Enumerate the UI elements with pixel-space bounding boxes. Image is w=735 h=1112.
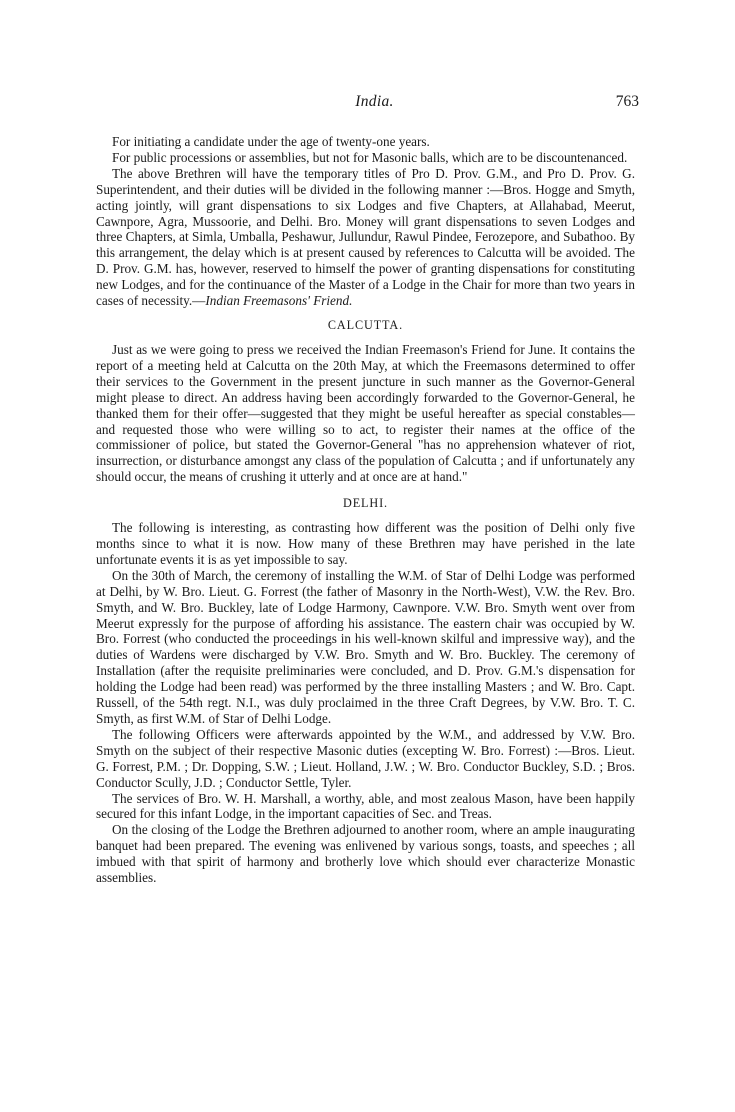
page-body: [96, 134, 635, 886]
paragraph: [96, 166, 635, 309]
source-citation: Indian Freemasons' Friend.: [205, 293, 353, 309]
paragraph-text: The above Brethren will have the temporary titles of Pro D. Prov. G.M., and Pro D. Prov. G. Superintendent, and their duties will be divided in the following manner :—Bros. Hogge and Smyth, acting jointly, will grant dispensations to six Lodges and five Chapters, at Allahabad, Meerut, Cawnpore, Agra, Mussoorie, and Delhi. Bro. Money will grant dispensations to seven Lodges and three Chapters, at Simla, Umballa, Peshawur, Jullundur, Rawul Pindee, Ferozepore, and Subathoo. By this arrangement, the delay which is at present caused by references to Calcutta will be avoided. The D. Prov. G.M. has, however, reserved to himself the power of granting dispensations for constituting new Lodges, and for the continuance of the Master of a Lodge in the Chair for more than two years in cases of necessity.—: [96, 165, 635, 309]
paragraph: On the closing of the Lodge the Brethren adjourned to another room, where an ample inaugurating banquet had been prepared. The evening was enlivened by various songs, toasts, and speeches ; all imbued with that spirit of harmony and brotherly love which should ever characterize Monastic assemblies.: [96, 822, 635, 886]
paragraph: For initiating a candidate under the age of twenty-one years.: [112, 134, 430, 149]
paragraph: Just as we were going to press we received the Indian Freemason's Friend for June. It contains the report of a meeting held at Calcutta on the 20th May, at which the Freemasons determined to offer their services to the Government in the present juncture in such manner as the Governor-General might please to direct. An address having been accordingly forwarded to the Governor-General, he thanked them for their offer—suggested that they might be useful hereafter as special constables—and requested those who were willing so to act, to register their names at the office of the commissioner of police, but stated the Governor-General "has no apprehension whatever of riot, insurrection, or disturbance amongst any class of the population of Calcutta ; and if unfortunately any should occur, the means of crushing it utterly and at once are at hand.": [96, 341, 635, 485]
paragraph: On the 30th of March, the ceremony of installing the W.M. of Star of Delhi Lodge was performed at Delhi, by W. Bro. Lieut. G. Forrest (the father of Masonry in the North-West), V.W. the Rev. Bro. Smyth, and W. Bro. Buckley, late of Lodge Harmony, Cawnpore. V.W. Bro. Smyth went over from Meerut expressly for the purpose of affording his assistance. The eastern chair was occupied by W. Bro. Forrest (who conducted the proceedings in his well-known skilful and impressive way), and the duties of Wardens were discharged by V.W. Bro. Smyth and W. Bro. Buckley. The ceremony of Installation (after the requisite preliminaries were concluded, and D. Prov. G.M.'s dispensation for holding the Lodge had been read) was performed by the three installing Masters ; and W. Bro. Capt. Russell, of the 54th regt. N.I., was duly proclaimed in the three Craft Degrees, by V.W. Bro. T. C. Smyth, as first W.M. of Star of Delhi Lodge.: [96, 567, 635, 726]
paragraph: For public processions or assemblies, but not for Masonic balls, which are to be discountenanced.: [112, 149, 628, 165]
paragraph: The following is interesting, as contrasting how different was the position of Delhi only five months since to what it is now. How many of these Brethren may have perished in the late unfortunate events it is as yet impossible to say.: [96, 520, 635, 567]
running-title: India.: [355, 93, 394, 110]
paragraph: The services of Bro. W. H. Marshall, a worthy, able, and most zealous Mason, have been happily secured for this infant Lodge, in the important capacities of Sec. and Treas.: [96, 790, 635, 822]
paragraph: The following Officers were afterwards appointed by the W.M., and addressed by V.W. Bro. Smyth on the subject of their respective Masonic duties (excepting W. Bro. Forrest) :—Bros. Lieut. G. Forrest, P.M. ; Dr. Dopping, S.W. ; Lieut. Holland, J.W. ; W. Bro. Conductor Buckley, S.D. ; Bros. Conductor Scully, J.D. ; Conductor Settle, Tyler.: [96, 726, 635, 790]
page-header: [110, 93, 639, 115]
page-number: 763: [615, 93, 639, 110]
section-heading-delhi: DELHI.: [343, 496, 388, 511]
section-heading-calcutta: CALCUTTA.: [327, 317, 404, 332]
